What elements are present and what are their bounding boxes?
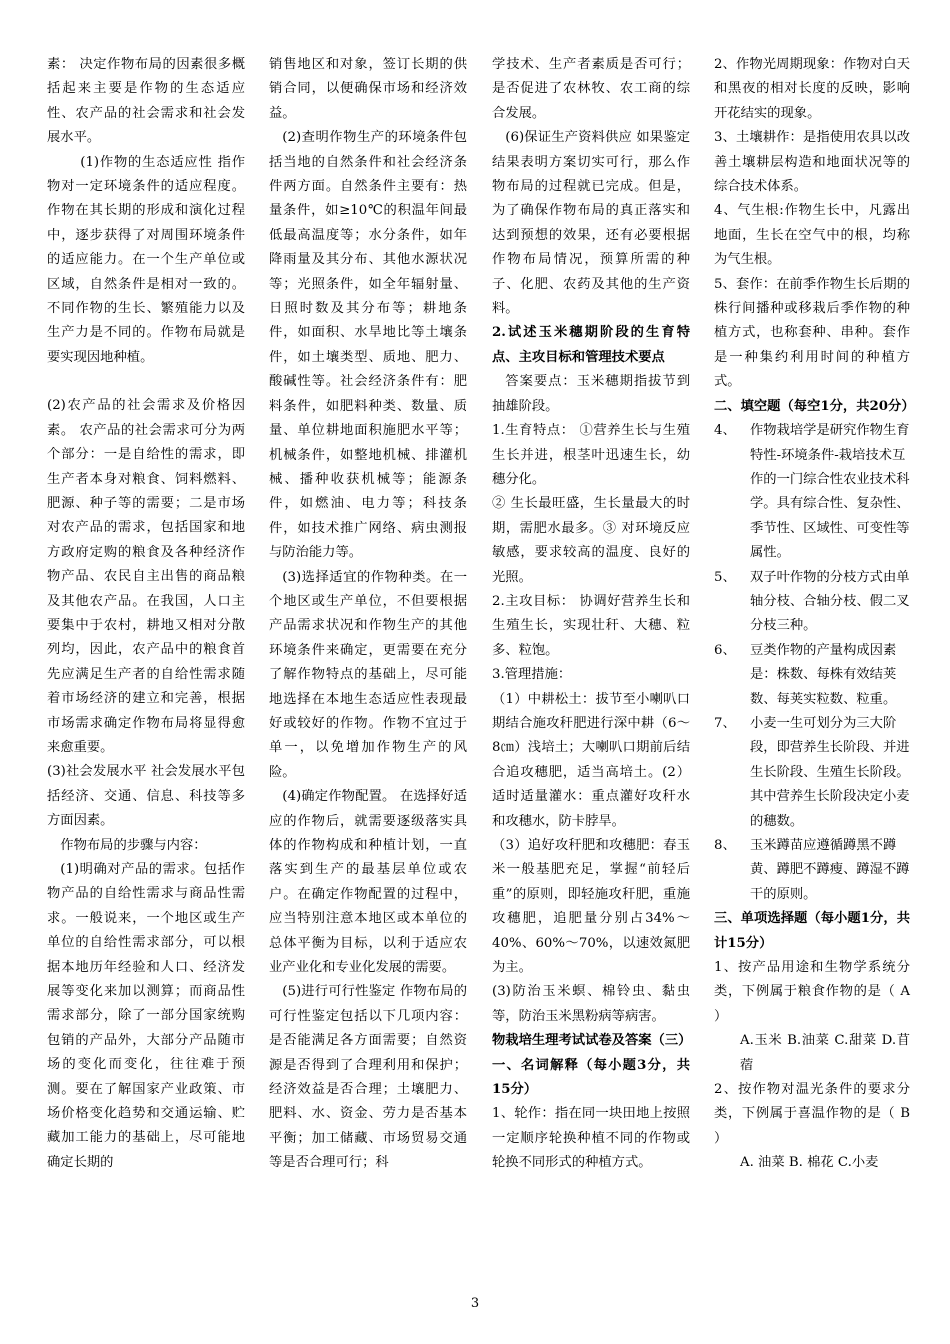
item-number: 6、 — [714, 642, 736, 658]
item-number: 8、 — [714, 838, 736, 853]
paragraph: (3)防治玉米螟、棉铃虫、黏虫等，防治玉米黑粉病等病害。 — [492, 984, 690, 1024]
item-text: 豆类作物的产量构成因素是：株数、每株有效结荚数、每荚实粒数、粒重。 — [750, 642, 897, 707]
item-number: 7、 — [714, 715, 736, 731]
page-number: 3 — [470, 1296, 480, 1311]
paragraph: 答案要点：玉米穗期指拔节到抽雄阶段。 — [492, 374, 690, 414]
fill-in-item — [714, 712, 910, 834]
section-heading: 一、名词解释（每小题3分，共15分） — [492, 1057, 690, 1098]
paragraph: ② 生长最旺盛，生长量最大的时期，需肥水最多。③ 对环境反应敏感，要求较高的温度、良好的光照。 — [492, 496, 690, 585]
definition-item: 3、土壤耕作：是指使用农具以改善土壤耕层构造和地面状况等的综合技术体系。 — [714, 130, 910, 195]
section-heading: 二、填空题（每空1分，共20分） — [714, 398, 915, 414]
paragraph: 销售地区和对象，签订长期的供销合同，以便确保市场和经济效益。 — [269, 57, 467, 121]
fill-in-item — [714, 834, 910, 907]
item-text: 作物栽培学是研究作物生育特性-环境条件-栽培技术互作的一门综合性农业技术科学。具有综合性、复杂性、季节性、区域性、可变性等属性。 — [750, 423, 910, 561]
question-heading: 2.试述玉米穗期阶段的生育特点、主攻目标和管理技术要点 — [492, 325, 690, 365]
item-text: 双子叶作物的分枝方式由单轴分枝、合轴分枝、假二叉分枝三种。 — [750, 569, 910, 634]
item-number: 5、 — [714, 569, 736, 585]
text-column-2 — [269, 53, 467, 1176]
text-column-1 — [47, 53, 245, 1175]
paragraph: (1)作物的生态适应性 指作物对一定环境条件的适应程度。作物在其长期的形成和演化过程中，逐步获得了对周围环境条件的适应能力。在一个生产单位或区域，自然条件是相对一致的。不同作物的生长、繁殖能力以及生产力是不同的。作物布局就是要实现因地种植。 — [47, 154, 245, 365]
paragraph: (2)查明作物生产的环境条件包括当地的自然条件和社会经济条件两方面。自然条件主要有：热量条件，如≥10℃的积温年间最低最高温度等；水分条件，如年降雨量及其分布、其他水源状况等；光照条件，如全年辐射量、日照时数及其分布等；耕地条件，如面积、水旱地比等土壤条件，如土壤类型、质地、肥力、酸碱性等。社会经济条件有：肥料条件，如肥料种类、数量、质量、单位耕地面积施肥水平等；机械条件，如整地机械、排灌机械、播种收获机械等；能源条件，如燃油、电力等；科技条件，如技术推广网络、病虫测报与防治能力等。 — [269, 130, 467, 561]
answer-options: A. 油菜 B. 棉花 C.小麦 — [740, 1155, 879, 1171]
paragraph: (1)明确对产品的需求。包括作物产品的自给性需求与商品性需求。一般说来，一个地区或生产单位的自给性需求部分，可以根据本地历年经验和人口、经济发展等变化来加以测算；而商品性需求部分，除了一部分国家统购包销的产品外，大部分产品随市场的变化而变化，往往难于预测。要在了解国家产业政策、市场价格变化趋势和交通运输、贮藏加工能力的基础上，尽可能地确定长期的 — [47, 862, 245, 1170]
paragraph: 1.生育特点： ①营养生长与生殖生长并进，根茎叶迅速生长，幼穗分化。 — [492, 423, 690, 487]
paragraph: (2)农产品的社会需求及价格因素。 农产品的社会需求可分为两个部分：一是自给性的需求，即生产者本身对粮食、饲料燃料、肥源、种子等的需要；二是市场对农产品的需求，包括国家和地方政府定购的粮食及各种经济作物产品、农民自主出售的商品粮及其他农产品。在我国，人口主要集中于农村，耕地又相对分散列均，因此，农产品中的粮食首先应满足生产者的自给性需求随着市场经济的建立和完善，根据市场需求确定作物布局将显得愈来愈重要。 — [47, 398, 245, 755]
item-text: 小麦一生可划分为三大阶段，即营养生长阶段、并进生长阶段、生殖生长阶段。其中营养生长阶段决定小麦的穗数。 — [750, 715, 910, 829]
answer-options: A.玉米 B.油菜 C.甜菜 D.苜蓿 — [740, 1033, 910, 1073]
fill-in-item — [714, 566, 910, 639]
paragraph: (3)社会发展水平 社会发展水平包括经济、交通、信息、科技等多方面因素。 — [47, 764, 245, 829]
paragraph: (3)选择适宜的作物种类。在一个地区或生产单位，不但要根据产品需求状况和作物生产的其他环境条件来确定，更需要在充分了解作物特点的基础上，尽可能地选择在本地生态适应性表现最好或较好的作物。作物不宜过于单一，以免增加作物生产的风险。 — [269, 569, 467, 780]
paragraph: (5)进行可行性鉴定 作物布局的可行性鉴定包括以下几项内容：是否能满足各方面需要；自然资源是否得到了合理利用和保护；经济效益是否合理；土壤肥力、肥料、水、资金、劳力是否基本平衡；加工储藏、市场贸易交通等是否合理可行；科 — [269, 984, 467, 1171]
fill-in-item — [714, 419, 910, 565]
definition-item: 2、作物光周期现象：作物对白天和黑夜的相对长度的反映，影响开花结实的现象。 — [714, 57, 910, 121]
section-heading: 三、单项选择题（每小题1分，共计15分） — [714, 911, 910, 951]
paragraph: （3）追好攻秆肥和攻穗肥：春玉米一般基肥充足，掌握“前轻后重”的原则，即轻施攻秆肥，重施攻穗肥，追肥量分别占34%～40%、60%～70%，以速效氮肥为主。 — [492, 838, 690, 976]
paragraph: (4)确定作物配置。 在选择好适应的作物后，就需要逐级落实具体的作物构成和种植计划，一直落实到生产的最基层单位或农户。在确定作物配置的过程中，应当特别注意本地区或本单位的总体平衡为目标，以利于适应农业产业化和专业化发展的需要。 — [269, 789, 467, 976]
paragraph: 2.主攻目标： 协调好营养生长和生殖生长，实现壮秆、大穗、粒多、粒饱。 — [492, 593, 690, 658]
definition-item: 1、轮作：指在同一块田地上按照一定顺序轮换种植不同的作物或轮换不同形式的种植方式。 — [492, 1106, 690, 1171]
paragraph: 素： 决定作物布局的因素很多概括起来主要是作物的生态适应性、农产品的社会需求和社会发展水平。 — [47, 57, 245, 146]
exam-title: 物栽培生理考试试卷及答案（三） — [492, 1033, 692, 1049]
paragraph: 学技术、生产者素质是否可行；是否促进了农林牧、农工商的综合发展。 — [492, 57, 690, 121]
definition-item: 5、套作：在前季作物生长后期的株行间播种或移栽后季作物的种植方式，也称套种、串种。套作是一种集约利用时间的种植方式。 — [714, 276, 910, 390]
text-column-3 — [492, 53, 690, 1176]
item-number: 4、 — [714, 423, 736, 439]
paragraph: （1）中耕松土：拔节至小喇叭口期结合施攻秆肥进行深中耕（6～8㎝）浅培土；大喇叭口期前后结合追攻穗肥，适当高培土。(2）适时适量灌水：重点灌好攻秆水和攻穗水，防卡脖旱。 — [492, 691, 690, 829]
paragraph: 作物布局的步骤与内容： — [60, 837, 207, 853]
paragraph: 3.管理措施： — [492, 667, 572, 683]
question-item: 2、按作物对温光条件的要求分类，下例属于喜温作物的是（ B ） — [714, 1082, 910, 1146]
definition-item: 4、气生根:作物生长中，凡露出地面，生长在空气中的根，均称为气生根。 — [714, 203, 910, 268]
text-column-4 — [714, 53, 915, 1176]
question-item: 1、按产品用途和生物学系统分类，下例属于粮食作物的是（ A ） — [714, 960, 910, 1024]
paragraph: (6)保证生产资料供应 如果鉴定结果表明方案切实可行，那么作物布局的过程就已完成。但是，为了确保作物布局的真正落实和达到预想的效果，还有必要根据作物布局情况，预算所需的种子、化肥、农药及其他的生产资料。 — [492, 130, 690, 317]
fill-in-item — [714, 639, 910, 712]
item-text: 玉米蹲苗应遵循蹲黑不蹲黄、蹲肥不蹲瘦、蹲湿不蹲干的原则。 — [750, 838, 910, 902]
